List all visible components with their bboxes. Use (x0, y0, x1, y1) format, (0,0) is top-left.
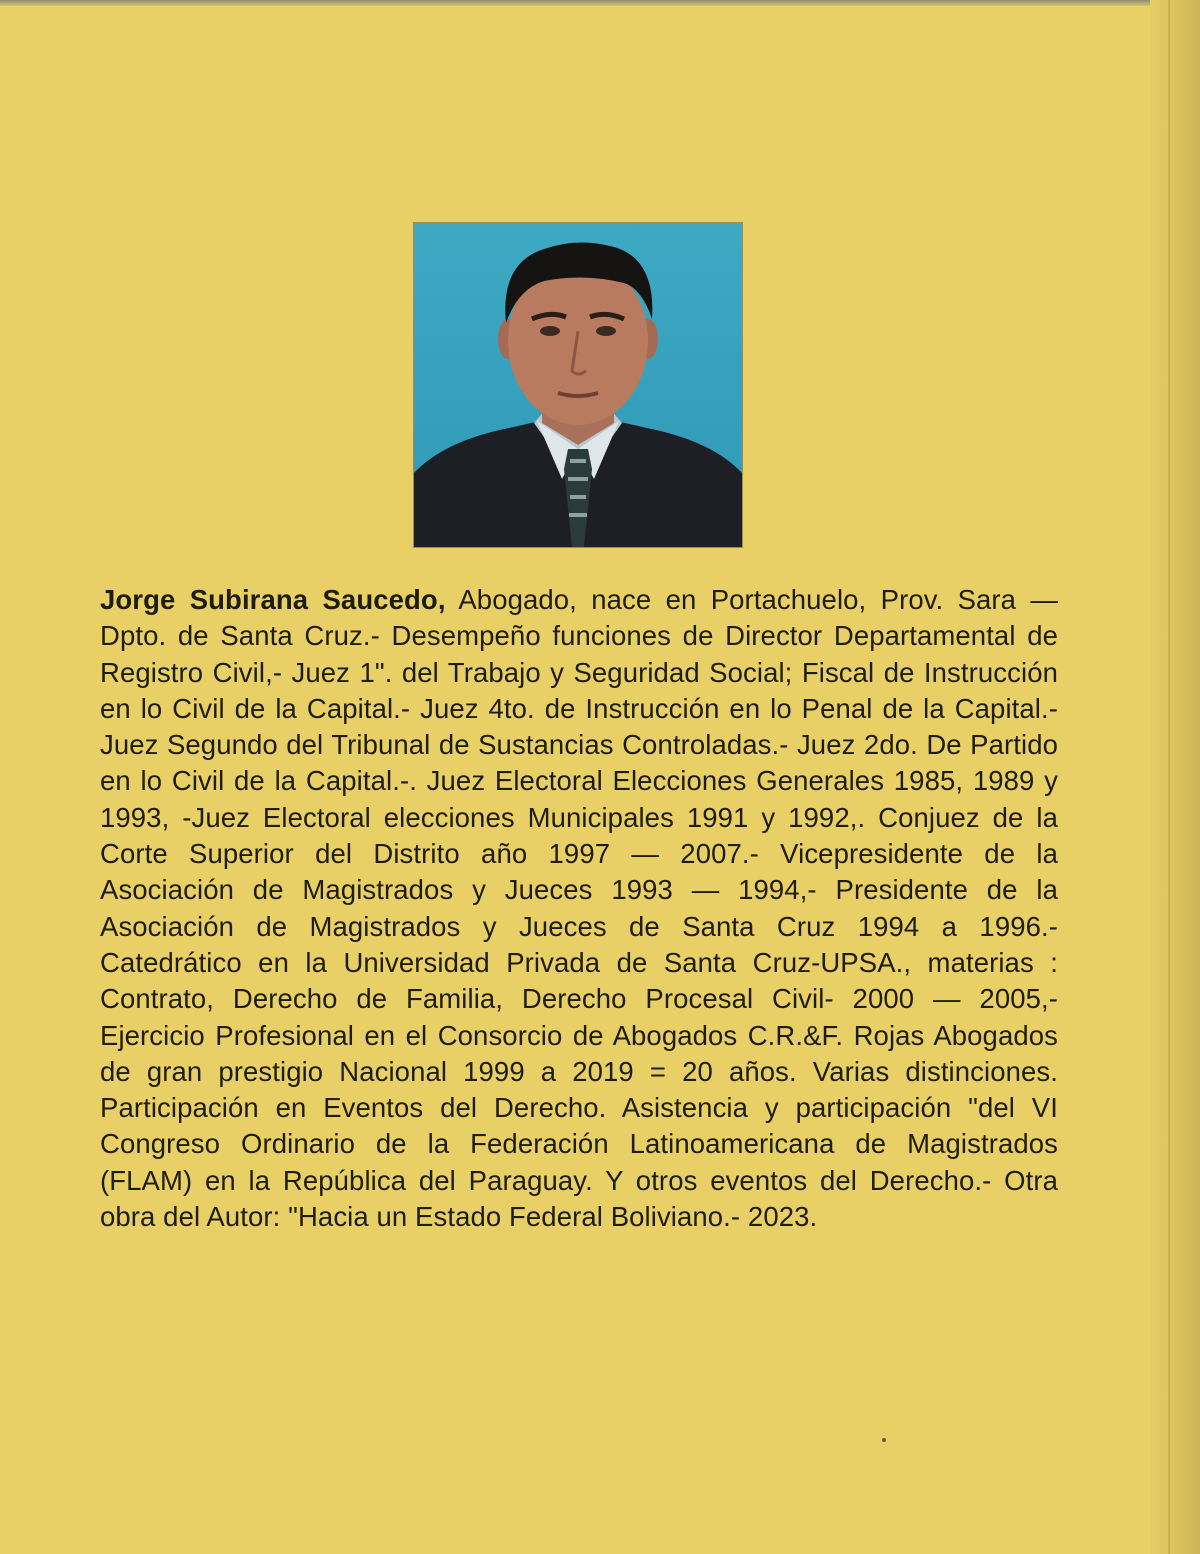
author-biography-text: Abogado, nace en Portachuelo, Prov. Sara — Dpto. de Santa Cruz.- Desempeño funciones de Director Departamental de Registro Civil,- Juez 1". del Trabajo y Seguridad Social; Fiscal de Instrucción en lo Civil de la Capital.- Juez 4to. de Instrucción en lo Penal de la Capital.- Juez Segundo del Tribunal de Sustancias Controladas.- Juez 2do. De Partido en lo Civil de la Capital.-. Juez Electoral Elecciones Generales 1985, 1989 y 1993, -Juez Electoral elecciones Municipales 1991 y 1992,. Conjuez de la Corte Superior del Distrito año 1997 — 2007.- Vicepresidente de la Asociación de Magistrados y Jueces 1993 — 1994,- Presidente de la Asociación de Magistrados y Jueces de Santa Cruz 1994 a 1996.- Catedrático en la Universidad Privada de Santa Cruz-UPSA., materias : Contrato, Derecho de Familia, Derecho Procesal Civil- 2000 — 2005,- Ejercicio Profesional en el Consorcio de Abogados C.R.&F. Rojas Abogados de gran prestigio Nacional 1999 a 2019 = 20 años. Varias distinciones. Participación en Eventos del Derecho. Asistencia y participación "del VI Congreso Ordinario de la Federación Latinoamericana de Magistrados (FLAM) en la República del Paraguay. Y otros eventos del Derecho.- Otra obra del Autor: "Hacia un Estado Federal Boliviano.- 2023. (100, 584, 1058, 1233)
spine-fold-line (1168, 0, 1170, 1554)
author-biography (100, 582, 1058, 1235)
author-portrait-illustration (414, 223, 742, 547)
cover-spine-edge (1150, 0, 1200, 1554)
cover-top-edge (0, 0, 1200, 6)
author-name: Jorge Subirana Saucedo, (100, 584, 446, 615)
author-portrait (413, 222, 743, 548)
paper-speck (882, 1438, 886, 1442)
